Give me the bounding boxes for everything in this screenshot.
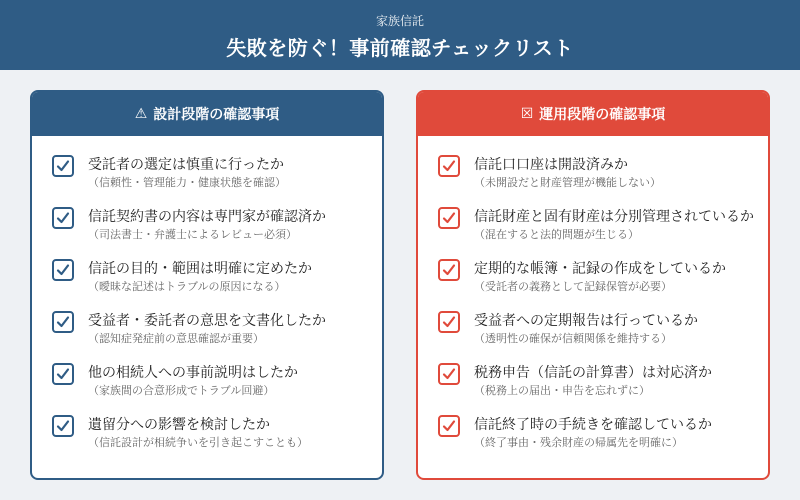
checklist-item-title: 受益者・委託者の意思を文書化したか <box>88 313 326 329</box>
checklist-item-note: （透明性の確保が信頼関係を維持する） <box>474 332 672 345</box>
checkbox-checked-icon[interactable] <box>52 155 74 177</box>
checklist-item-note: （曖昧な記述はトラブルの原因になる） <box>88 280 286 293</box>
design-stage-panel <box>30 90 384 480</box>
checklist-item-note: （混在すると法的問題が生じる） <box>474 228 639 241</box>
checklist-item-note: （信頼性・管理能力・健康状態を確認） <box>88 176 286 189</box>
checkbox-checked-icon[interactable] <box>52 415 74 437</box>
checklist-item-title: 税務申告（信託の計算書）は対応済か <box>474 365 712 381</box>
checklist-item-note: （司法書士・弁護士によるレビュー必須） <box>88 228 297 241</box>
checklist-item-note: （受託者の義務として記録保管が必要） <box>474 280 672 293</box>
checkbox-checked-icon[interactable] <box>438 415 460 437</box>
checklist-item-note: （信託設計が相続争いを引き起こすことも） <box>88 436 308 449</box>
checklist-item <box>438 360 758 400</box>
checklist-item <box>52 204 372 244</box>
checkbox-checked-icon[interactable] <box>438 207 460 229</box>
page-header <box>0 0 800 70</box>
checkbox-checked-icon[interactable] <box>438 363 460 385</box>
design-stage-heading <box>32 92 382 136</box>
checklist-item-title: 信託口口座は開設済みか <box>474 157 628 173</box>
checklist-item-title: 信託終了時の手続きを確認しているか <box>474 417 712 433</box>
checklist-item-title: 信託の目的・範囲は明確に定めたか <box>88 261 312 277</box>
checklist-item-note: （税務上の届出・申告を忘れずに） <box>474 384 650 397</box>
checklist-item <box>52 256 372 296</box>
operation-stage-heading-label: 運用段階の確認事項 <box>539 107 666 123</box>
checklist-item-title: 受託者の選定は慎重に行ったか <box>88 157 284 173</box>
checkbox-checked-icon[interactable] <box>52 311 74 333</box>
design-stage-heading-label: 設計段階の確認事項 <box>153 107 280 123</box>
checklist-item-title: 信託財産と固有財産は分別管理されているか <box>474 209 754 225</box>
checkbox-checked-icon[interactable] <box>52 207 74 229</box>
checklist-item <box>438 204 758 244</box>
checklist-item-title: 受益者への定期報告は行っているか <box>474 313 698 329</box>
checklist-item-title: 遺留分への影響を検討したか <box>88 417 270 433</box>
checklist-item-title: 定期的な帳簿・記録の作成をしているか <box>474 261 726 277</box>
checklist-item <box>52 412 372 452</box>
checklist-item <box>438 256 758 296</box>
operation-stage-panel <box>416 90 770 480</box>
checklist-item-title: 信託契約書の内容は専門家が確認済か <box>88 209 326 225</box>
page-title: 失敗を防ぐ！事前確認チェックリスト <box>226 36 574 60</box>
checklist-item <box>52 308 372 348</box>
checkbox-icon: ☒ <box>520 106 534 122</box>
checklist-item <box>52 360 372 400</box>
checklist-item-title: 他の相続人への事前説明はしたか <box>88 365 298 381</box>
checkbox-checked-icon[interactable] <box>438 259 460 281</box>
checklist-item-note: （終了事由・残余財産の帰属先を明確に） <box>474 436 683 449</box>
operation-stage-heading <box>418 92 768 136</box>
checklist-item <box>52 152 372 192</box>
warning-icon: ⚠ <box>134 106 148 122</box>
checklist-item-note: （認知症発症前の意思確認が重要） <box>88 332 264 345</box>
checklist-item-note: （家族間の合意形成でトラブル回避） <box>88 384 275 397</box>
checklist-item-note: （未開設だと財産管理が機能しない） <box>474 176 661 189</box>
checkbox-checked-icon[interactable] <box>438 155 460 177</box>
checklist-item <box>438 152 758 192</box>
checklist-item <box>438 412 758 452</box>
checkbox-checked-icon[interactable] <box>438 311 460 333</box>
checkbox-checked-icon[interactable] <box>52 259 74 281</box>
checkbox-checked-icon[interactable] <box>52 363 74 385</box>
page-subtitle: 家族信託 <box>375 14 424 28</box>
checklist-item <box>438 308 758 348</box>
